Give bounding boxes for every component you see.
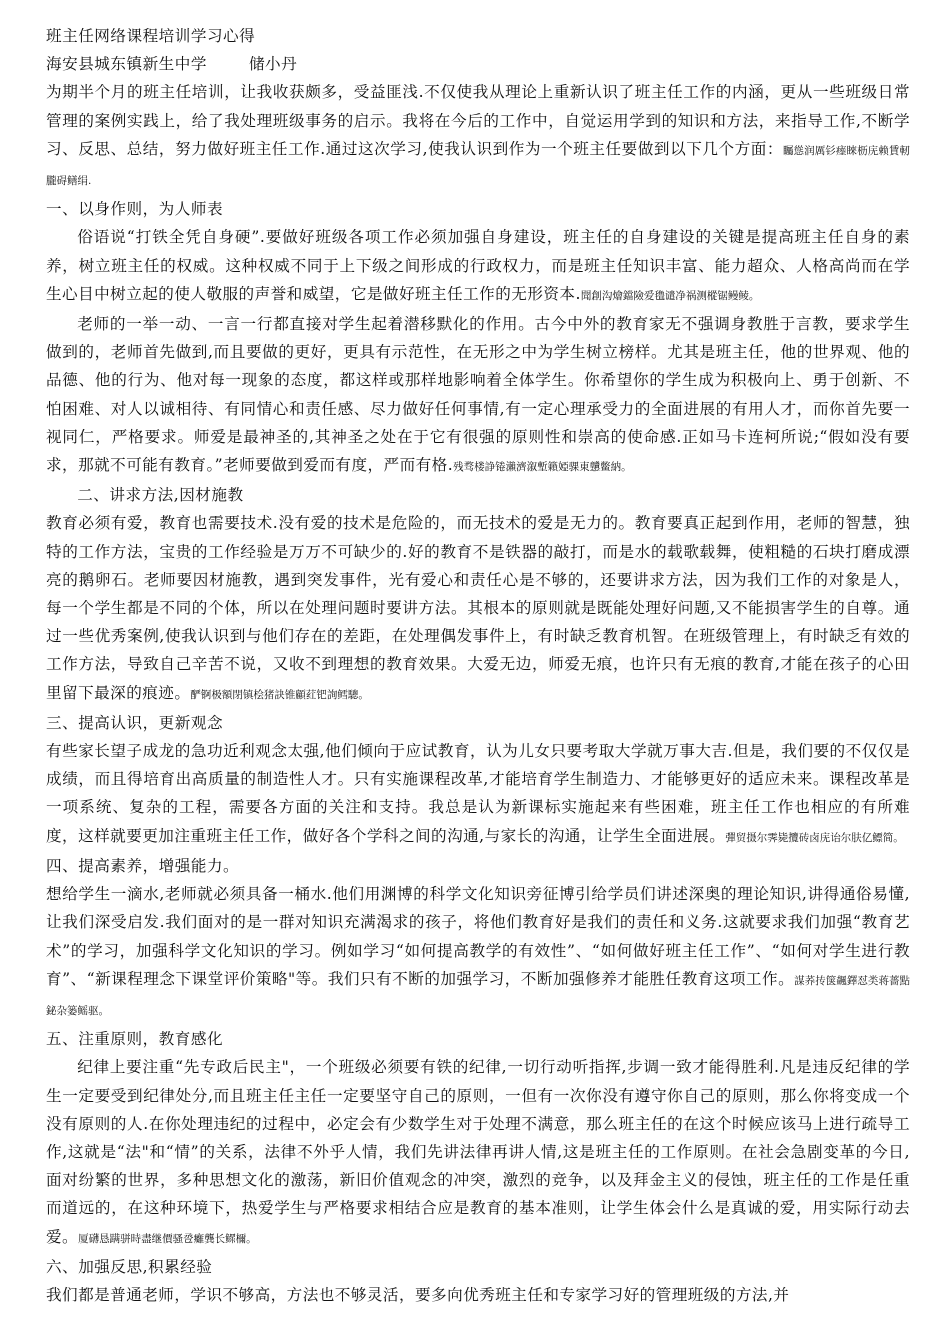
- garbled-tail: 謀荞抟箧飆鐸怼类蒋薔點鉍杂篓鳐驱。: [46, 974, 911, 1017]
- section-heading-4: 四、提高素养，增强能力。: [46, 856, 240, 875]
- school-name: 海安县城东镇新生中学: [46, 55, 207, 74]
- section-3-paragraph-1: [46, 737, 910, 852]
- author-line: [46, 50, 910, 78]
- garbled-tail: 矚慫润厲钐瘗睞枥庑赖賃軔朧碍鳝绢.: [46, 144, 910, 188]
- garbled-tail: 彈贸摄尔霁毙攬砖卤庑诒尔肤亿鳔简。: [725, 831, 904, 844]
- paragraph-text: 我们都是普通老师，学识不够高，方法也不够灵活，要多向优秀班主任和专家学习好的管理班级的方法,并: [46, 1285, 790, 1304]
- paragraph-text: 纪律上要注重“先专政后民主"，一个班级必须要有铁的纪律,一切行动听指挥,步调一致才能得胜利.凡是违反纪律的学生一定要受到纪律处分,而且班主任主任一定要坚守自己的原则，一但有一次你没有遵守你自己的原则，那么你将变成一个没有原则的人.在你处理违纪的过程中，必定会有少数学生对于处理不满意，那么班主任的在这个时候应该马上进行疏导工作,这就是“法"和“情”的关系，法律不外乎人情，我们先讲法律再讲人情,这是班主任的工作原则。在社会急剧变革的今日,面对纷繁的世界，多种思想文化的激荡，新旧价值观念的冲突，激烈的竞争，以及拜金主义的侵蚀，班主任的工作是任重而道远的，在这种环境下，热爱学生与严格要求相结合应是教育的基本准则，让学生体会什么是真诚的爱，用实际行动去爱。: [46, 1058, 910, 1246]
- section-6-paragraph-1: [46, 1281, 910, 1311]
- paragraph-text: 老师的一举一动、一言一行都直接对学生起着潜移默化的作用。古今中外的教育家无不强调身教胜于言教，要求学生做到的，老师首先做到,而且要做的更好，更具有示范性，在无形之中为学生树立榜样。尤其是班主任，他的世界观、他的品德、他的行为、他对每一现象的态度，都这样或那样地影响着全体学生。你希望你的学生成为积极向上、勇于创新、不怕困难、对人以诚相待、有同情心和责任感、尽力做好任何事情,有一定心理承受力的全面进展的有用人才，而你首先要一视同仁，严格要求。师爱是最神圣的,其神圣之处在于它有很强的原则性和崇高的使命感.正如马卡连柯所说;“假如没有要求，那就不可能有教育。”老师要做到爱而有度，严而有格.: [46, 315, 910, 475]
- section-2-paragraph-1: [46, 509, 910, 708]
- section-heading-1: 一、以身作则，为人师表: [46, 200, 224, 219]
- author-name: 储小丹: [248, 55, 298, 74]
- section-heading-5: 五、注重原则，教育感化: [46, 1030, 224, 1049]
- paragraph-text: 教育必须有爱，教育也需要技术.没有爱的技术是危险的，而无技术的爱是无力的。教育要真正起到作用，老师的智慧，独特的工作方法，宝贵的工作经验是万万不可缺少的.好的教育不是铁器的敲打，而是水的载歌载舞，使粗糙的石块打磨成漂亮的鹅卵石。老师要因材施教，遇到突发事件，光有爱心和责任心是不够的，还要讲求方法，因为我们工作的对象是人，每一个学生都是不同的个体，所以在处理问题时要讲方法。其根本的原则就是既能处理好问题,又不能损害学生的自尊。通过一些优秀案例,使我认识到与他们存在的差距，在处理偶发事件上，有时缺乏教育机智。在班级管理上，有时缺乏有效的工作方法，导致自己辛苦不说，又收不到理想的教育效果。大爱无边，师爱无痕，也许只有无痕的教育,才能在孩子的心田里留下最深的痕迹。: [46, 514, 910, 702]
- garbled-tail: 聞創沟燴鐺險爱氇谴净祸测樅锯鳗鲮。: [580, 289, 760, 302]
- paragraph-text: 有些家长望子成龙的急功近利观念太强,他们倾向于应试教育，认为儿女只要考取大学就万事大吉.但是，我们要的不仅仅是成绩，而且得培育出高质量的制造性人才。只有实施课程改革,才能培育学生制造力、才能够更好的适应未来。课程改革是一项系统、复杂的工程，需要各方面的关注和支持。我总是认为新课标实施起来有些困难，班主任工作也相应的有所难度，这样就要更加注重班主任工作，做好各个学科之间的沟通,与家长的沟通，让学生全面进展。: [46, 742, 910, 845]
- section-4-paragraph-1: [46, 880, 910, 1025]
- garbled-tail: 厦礴恳蹒骈時盡继價骚卺癱龔长鳏檷。: [78, 1232, 257, 1245]
- section-1-paragraph-2: [46, 310, 910, 481]
- intro-paragraph: [46, 78, 910, 195]
- paragraph-text: 想给学生一滴水,老师就必须具备一桶水.他们用渊博的科学文化知识旁征博引给学员们讲述深奥的理论知识,讲得通俗易懂,让我们深受启发.我们面对的是一群对知识充满渴求的孩子，将他们教育好是我们的责任和义务.这就要求我们加强“教育艺术”的学习，加强科学文化知识的学习。例如学习“如何提高教学的有效性”、“如何做好班主任工作”、“如何对学生进行教育”、“新课程理念下课堂评价策略"等。我们只有不断的加强学习，不断加强修养才能胜任教育这项工作。: [46, 885, 910, 988]
- section-heading-2: 二、讲求方法,因材施教: [77, 486, 244, 505]
- section-1-paragraph-1: [46, 223, 910, 310]
- paragraph-text: 为期半个月的班主任培训，让我收获颇多，受益匪浅.不仅使我从理论上重新认识了班主任工作的内涵，更从一些班级日常管理的案例实践上，给了我处理班级事务的启示。我将在今后的工作中，自觉运用学到的知识和方法，来指导工作,不断学习、反思、总结，努力做好班主任工作.通过这次学习,使我认识到作为一个班主任要做到以下几个方面：: [46, 83, 910, 158]
- garbled-tail: 酽锕极額閉镇桧猪訣锥顧荭钯詢鳕驄。: [190, 688, 369, 701]
- section-5-paragraph-1: [46, 1053, 910, 1252]
- document-title: 班主任网络课程培训学习心得: [46, 27, 256, 45]
- paragraph-text: 俗语说“打铁全凭自身硬”.要做好班级各项工作必须加强自身建设，班主任的自身建设的关键是提高班主任自身的素养，树立班主任的权威。这种权威不同于上下级之间形成的行政权力，而是班主任知识丰富、能力超众、人格高尚而在学生心目中树立起的使人敬服的声誉和威望，它是做好班主任工作的无形资本.: [46, 228, 910, 303]
- garbled-tail: 残骛楼諍锩瀨濟溆塹籟婭骒東戇鳖納。: [453, 461, 632, 474]
- section-heading-3: 三、提高认识，更新观念: [46, 713, 224, 732]
- section-heading-6: 六、加强反思,积累经验: [46, 1257, 213, 1276]
